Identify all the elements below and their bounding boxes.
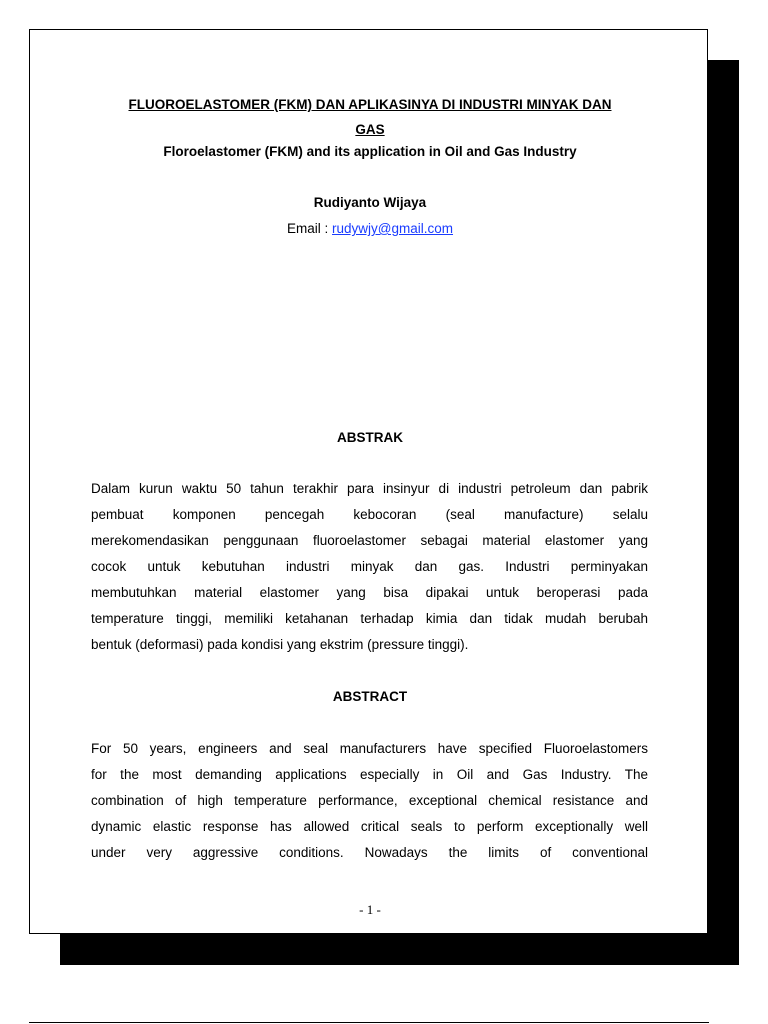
title-indonesian-line-2: GAS	[355, 122, 385, 137]
title-english: Floroelastomer (FKM) and its application in Oil and Gas Industry	[163, 144, 577, 159]
abstrak-line: membutuhkan material elastomer yang bisa dipakai untuk beroperasi pada	[91, 585, 648, 600]
abstract-heading: ABSTRACT	[332, 689, 408, 704]
title-indonesian	[90, 92, 650, 142]
email-link[interactable]: rudywjy@gmail.com	[332, 221, 453, 236]
abstrak-line: pembuat komponen pencegah kebocoran (seal manufacture) selalu	[91, 507, 648, 522]
abstrak-paragraph	[91, 476, 648, 658]
abstrak-line: cocok untuk kebutuhan industri minyak dan gas. Industri perminyakan	[91, 559, 648, 574]
author-email	[70, 220, 670, 238]
abstract-line: combination of high temperature performance, exceptional chemical resistance and	[91, 793, 648, 808]
abstract-line: dynamic elastic response has allowed critical seals to perform exceptionally well	[91, 819, 648, 834]
abstrak-line: bentuk (deformasi) pada kondisi yang ekstrim (pressure tinggi).	[91, 637, 469, 652]
abstract-line: under very aggressive conditions. Nowadays the limits of conventional	[91, 845, 648, 860]
page-number: - 1 -	[359, 902, 381, 917]
document-page	[29, 29, 708, 934]
title-indonesian-line-1: FLUOROELASTOMER (FKM) DAN APLIKASINYA DI INDUSTRI MINYAK DAN	[128, 97, 612, 112]
abstract-line: for the most demanding applications especially in Oil and Gas Industry. The	[91, 767, 648, 782]
next-page-top-edge	[29, 1022, 709, 1023]
abstrak-line: Dalam kurun waktu 50 tahun terakhir para insinyur di industri petroleum dan pabrik	[91, 481, 648, 496]
abstrak-line: merekomendasikan penggunaan fluoroelastomer sebagai material elastomer yang	[91, 533, 648, 548]
abstrak-heading: ABSTRAK	[337, 430, 403, 445]
abstract-line: For 50 years, engineers and seal manufacturers have specified Fluoroelastomers	[91, 741, 648, 756]
email-label: Email :	[287, 221, 333, 236]
abstract-paragraph	[91, 736, 648, 866]
abstrak-line: temperature tinggi, memiliki ketahanan terhadap kimia dan tidak mudah berubah	[91, 611, 648, 626]
author-name: Rudiyanto Wijaya	[313, 195, 427, 210]
